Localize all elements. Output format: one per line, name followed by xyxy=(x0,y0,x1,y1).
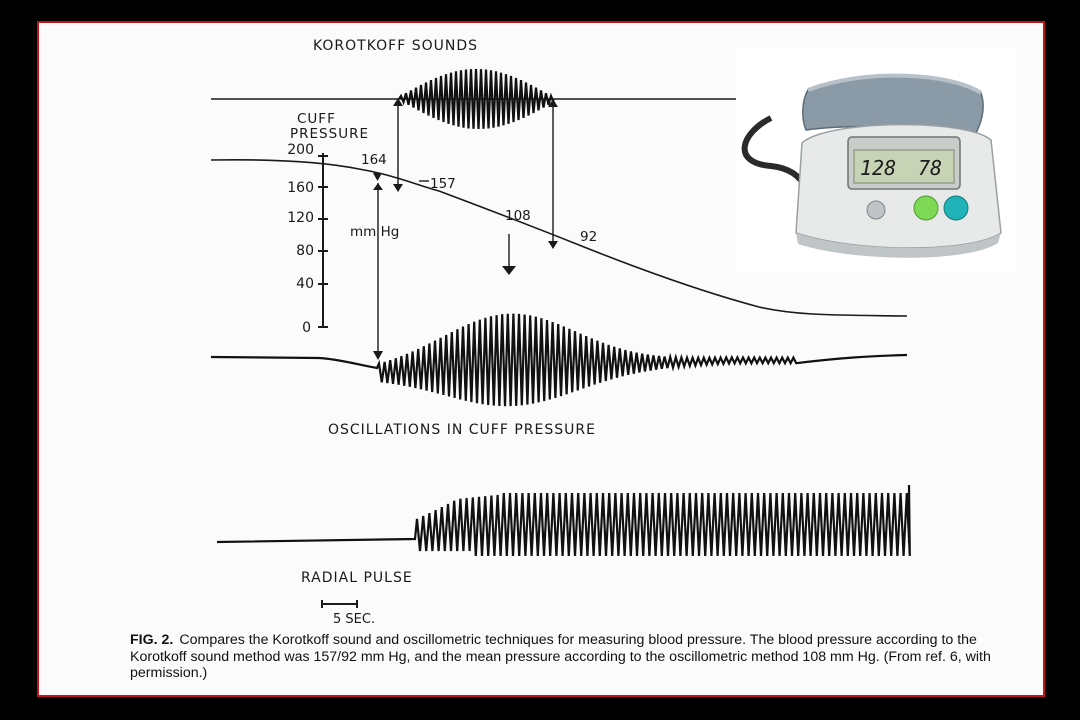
korotkoff-sound-bursts xyxy=(399,69,554,129)
cuff-oscillation-trace xyxy=(211,314,907,407)
tick-200: 200 xyxy=(287,142,314,158)
tube xyxy=(745,118,806,188)
tick-160: 160 xyxy=(287,180,314,196)
diastolic-reading: 78 xyxy=(918,156,943,180)
tick-80: 80 xyxy=(296,243,314,259)
oscillation-label: OSCILLATIONS IN CUFF PRESSURE xyxy=(328,422,596,438)
systolic-reading: 128 xyxy=(860,156,897,180)
marker-157-label: 157 xyxy=(430,176,456,192)
unit-label: mm Hg xyxy=(350,224,400,240)
marker-108-label: 108 xyxy=(505,208,531,224)
figure-caption xyxy=(130,632,1020,682)
radial-pulse-label: RADIAL PULSE xyxy=(301,570,413,586)
start-button-green xyxy=(914,196,938,220)
cuff-label-line1: CUFF xyxy=(297,111,336,127)
caption-text: Compares the Korotkoff sound and oscillometric techniques for measuring blood pressure. The blood pressure according to the Korotkoff sound method was 157/92 mm Hg, and the mean pressure according to the oscillometric method 108 mm Hg. (From ref. 6, with permission.) xyxy=(130,632,991,681)
power-button-teal xyxy=(944,196,968,220)
dial-button xyxy=(867,201,885,219)
bp-monitor-illustration xyxy=(736,48,1016,273)
caption-fig-number: FIG. 2. xyxy=(130,632,174,648)
figure-frame xyxy=(37,21,1045,697)
tick-40: 40 xyxy=(296,276,314,292)
marker-164-label: 164 xyxy=(361,152,387,168)
tick-0: 0 xyxy=(302,320,311,336)
marker-92-label: 92 xyxy=(580,229,598,245)
radial-pulse-trace xyxy=(217,485,910,556)
marker-164-arrow xyxy=(373,173,382,181)
tick-120: 120 xyxy=(287,210,314,226)
cuff-label-line2: PRESSURE xyxy=(290,126,369,142)
bp-monitor-photo xyxy=(736,48,1016,273)
time-scale-label: 5 SEC. xyxy=(333,612,376,627)
korotkoff-label: KOROTKOFF SOUNDS xyxy=(313,38,479,54)
